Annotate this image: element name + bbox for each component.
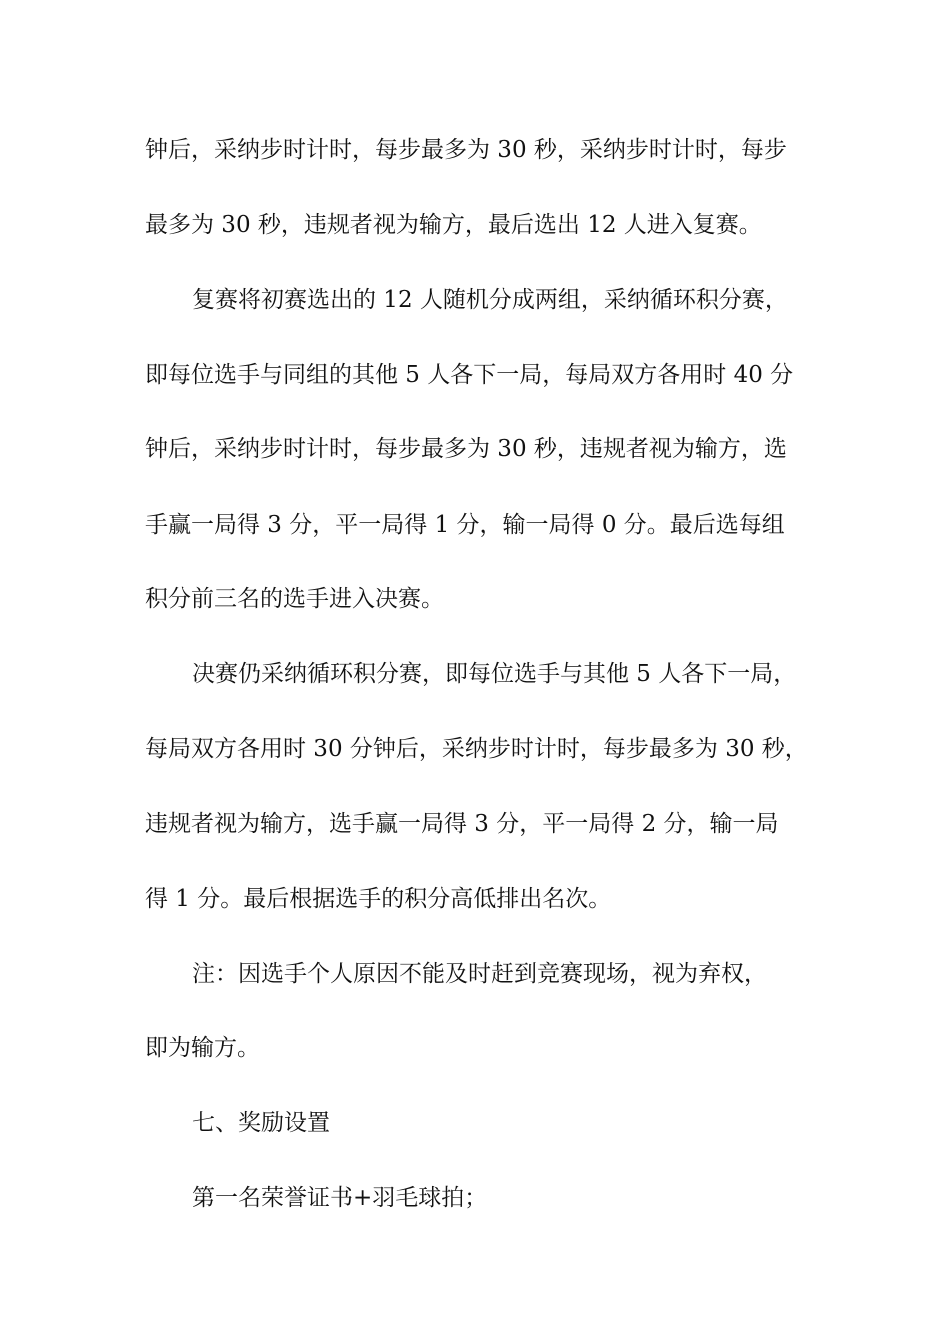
text-line-content: 即为输方。 xyxy=(145,1035,260,1061)
text-line-content: 手赢一局得 3 分，平一局得 1 分，输一局得 0 分。最后选每组 xyxy=(145,512,785,538)
text-line xyxy=(0,432,950,466)
text-line-content: 注：因选手个人原因不能及时赶到竞赛现场，视为弃权， xyxy=(192,961,767,987)
text-line-content: 钟后，采纳步时计时，每步最多为 30 秒，采纳步时计时，每步 xyxy=(145,137,787,163)
text-line-content: 即每位选手与同组的其他 5 人各下一局，每局双方各用时 40 分 xyxy=(145,362,794,388)
text-line-content: 违规者视为输方，选手赢一局得 3 分，平一局得 2 分，输一局 xyxy=(145,811,779,837)
paragraph-first-line xyxy=(0,957,950,991)
text-line xyxy=(0,358,950,392)
text-line-content: 最多为 30 秒，违规者视为输方，最后选出 12 人进入复赛。 xyxy=(145,212,762,238)
text-line xyxy=(0,582,950,616)
text-line xyxy=(0,807,950,841)
text-line-content: 钟后，采纳步时计时，每步最多为 30 秒，违规者视为输方，选 xyxy=(145,436,787,462)
section-heading xyxy=(0,1106,950,1140)
text-line-content: 每局双方各用时 30 分钟后，采纳步时计时，每步最多为 30 秒， xyxy=(145,736,808,762)
award-item xyxy=(0,1181,950,1215)
section-heading-text: 七、奖励设置 xyxy=(192,1110,330,1136)
text-line-content: 得 1 分。最后根据选手的积分高低排出名次。 xyxy=(145,886,612,912)
text-line-content: 决赛仍采纳循环积分赛，即每位选手与其他 5 人各下一局， xyxy=(192,661,797,687)
text-line xyxy=(0,208,950,242)
text-line xyxy=(0,1031,950,1065)
award-item-text: 第一名荣誉证书+羽毛球拍； xyxy=(192,1185,488,1211)
paragraph-first-line xyxy=(0,283,950,317)
paragraph-first-line xyxy=(0,657,950,691)
text-line xyxy=(0,508,950,542)
text-line xyxy=(0,882,950,916)
text-line xyxy=(0,732,950,766)
text-line xyxy=(0,133,950,167)
text-line-content: 积分前三名的选手进入决赛。 xyxy=(145,586,444,612)
text-line-content: 复赛将初赛选出的 12 人随机分成两组，采纳循环积分赛， xyxy=(192,287,788,313)
